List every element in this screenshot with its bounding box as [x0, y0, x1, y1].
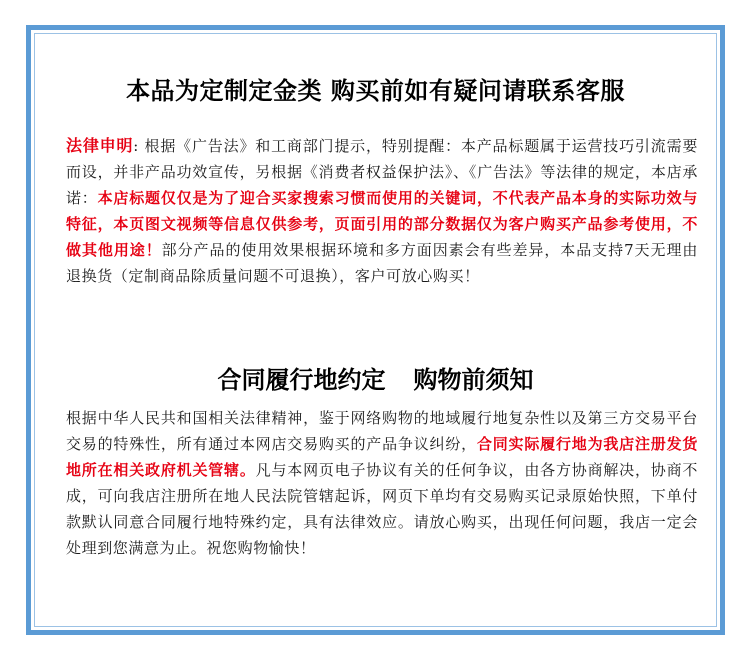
legal-text-1: : 根据《广告法》和工商部门提示，特别提醒：本产品标题属于运营技巧引流需要而设，并非产品功效宣传，另根据《消费者权益保护法》、《广告法》等法律的规定，本店承诺：: [66, 137, 698, 207]
legal-label: 法律申明: [66, 136, 134, 155]
notice-frame: [26, 25, 725, 635]
contract-text-2: 凡与本网页电子协议有关的任何争议，由各方协商解决，协商不成，可向我店注册所在地人民法院管辖起诉，网页下单均有交易购买记录原始快照，下单付款默认同意合同履行地特殊约定，具有法律效应。请放心购买，出现任何问题，我店一定会处理到您满意为止。祝您购物愉快！: [66, 461, 699, 557]
contract-text-1: 根据中华人民共和国相关法律精神，鉴于网络购物的地域履行地复杂性以及第三方交易平台交易的特殊性，所有通过本网店交易购买的产品争议纠纷，: [66, 409, 698, 453]
contract-red-text: 合同实际履行地为我店注册发货地所在相关政府机关管辖。: [66, 435, 699, 479]
contract-statement: [66, 405, 698, 561]
legal-statement: [66, 133, 698, 289]
section-title: [31, 360, 720, 395]
section-title-right: 购物前须知: [413, 366, 534, 394]
main-title: 本品为定制定金类 购买前如有疑问请联系客服: [126, 77, 625, 105]
section-title-left: 合同履行地约定: [217, 366, 386, 394]
legal-text-2: 部分产品的使用效果根据环境和多方面因素会有些差异，本品支持7天无理由退换货（定制商品除质量问题不可退换），客户可放心购买！: [66, 241, 698, 285]
legal-red-text: 本店标题仅仅是为了迎合买家搜索习惯而使用的关键词，不代表产品本身的实际功效与特征，本页图文视频等信息仅供参考，页面引用的部分数据仅为客户购买产品参考使用，不做其他用途！: [66, 189, 699, 259]
